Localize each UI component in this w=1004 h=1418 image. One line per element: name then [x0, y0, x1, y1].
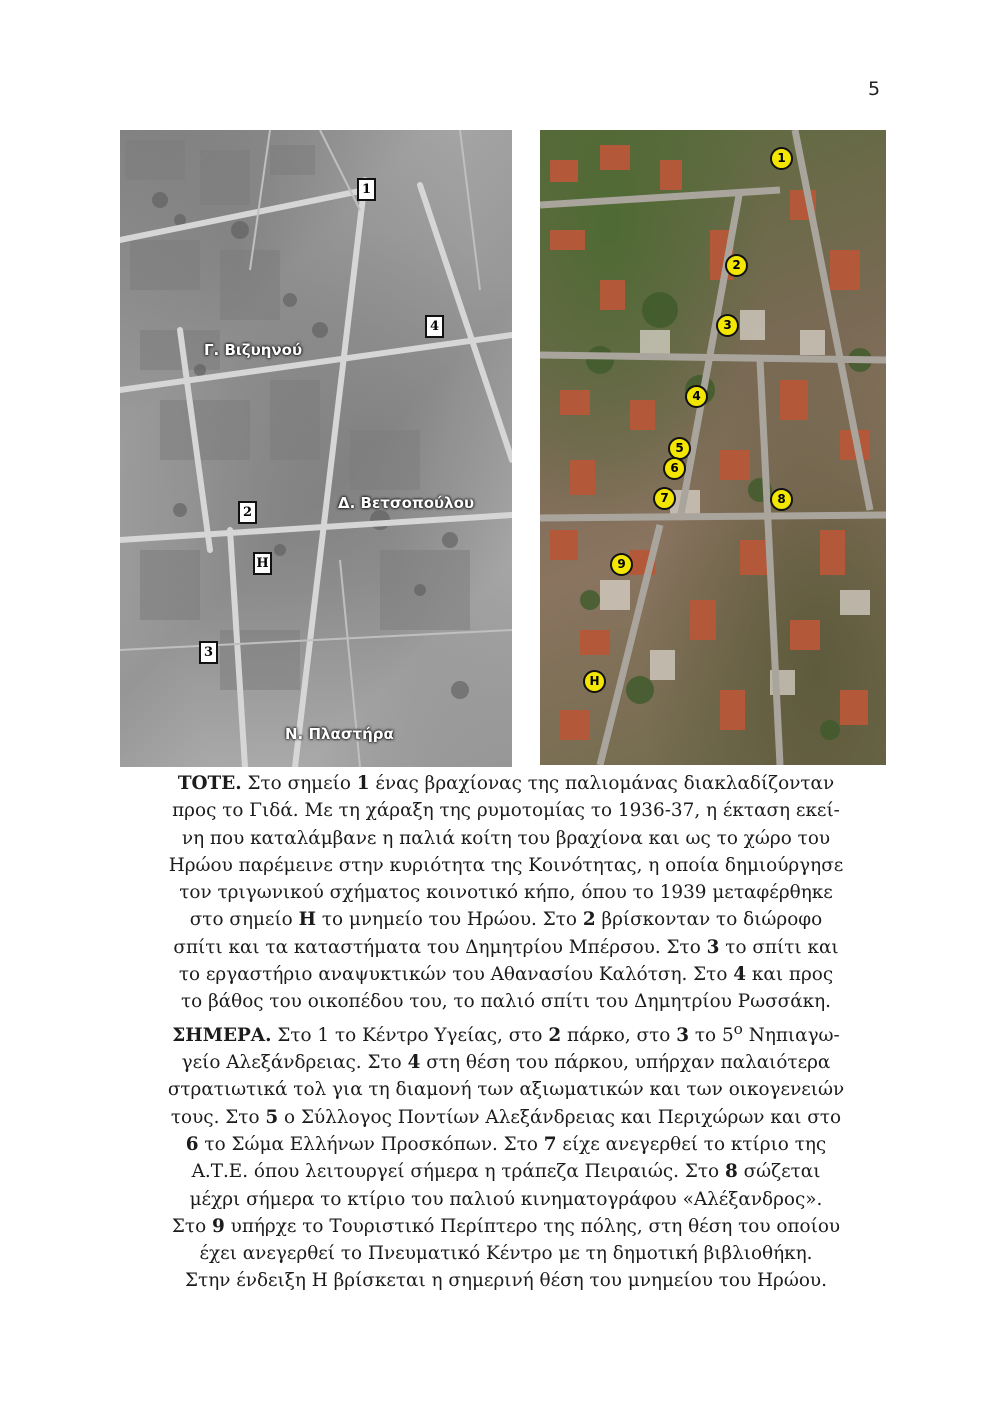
- new-marker-7: 7: [653, 487, 676, 510]
- caption-line: Ηρώου παρέμεινε στην κυριότητα της Κοινότητας, η οποία δημιούργησε: [168, 854, 844, 876]
- new-marker-1: 1: [770, 147, 793, 170]
- caption-line: τον τριγωνικού σχήματος κοινοτικό κήπο, όπου το 1939 μεταφέρθηκε: [179, 882, 833, 904]
- new-marker-3: 3: [716, 314, 739, 337]
- old-marker-4: 4: [425, 315, 444, 338]
- satellite-photo: [540, 130, 886, 765]
- caption-line: 6 το Σώμα Ελλήνων Προσκόπων. Στο 7 είχε ανεγερθεί το κτίριο της: [185, 1133, 827, 1155]
- old-marker-h: Η: [253, 552, 272, 575]
- caption-line: σπίτι και τα καταστήματα του Δημητρίου Μπέρσου. Στο 3 το σπίτι και: [173, 936, 839, 958]
- caption-line: ΣΗΜΕΡΑ. Στο 1 το Κέντρο Υγείας, στο 2 πάρκο, στο 3 το $5^o$ Νηπιαγω-: [172, 1019, 840, 1046]
- caption-line: γείο Αλεξάνδρειας. Στο 4 στη θέση του πάρκου, υπήρχαν παλαιότερα: [181, 1052, 831, 1074]
- caption-line: το εργαστήριο αναψυκτικών του Αθανασίου Καλότση. Στο 4 και προς: [178, 964, 834, 986]
- caption-line: Στην ένδειξη Η βρίσκεται η σημερινή θέση του μνημείου του Ηρώου.: [185, 1270, 827, 1292]
- old-aerial-map-drawing: [120, 130, 512, 767]
- old-marker-2: 2: [238, 501, 257, 524]
- street-label-plastira: Ν. Πλαστήρα: [285, 725, 394, 743]
- caption-line: το βάθος του οικοπέδου του, το παλιό σπίτι του Δημητρίου Ρωσσάκη.: [180, 991, 831, 1013]
- old-marker-1: 1: [357, 178, 376, 201]
- old-aerial-photo: [120, 130, 512, 767]
- old-marker-3: 3: [199, 641, 218, 664]
- street-label-vizyinou: Γ. Βιζυηνού: [204, 341, 303, 359]
- new-marker-5: 5: [668, 437, 691, 460]
- caption-line: Στο 9 υπήρχε το Τουριστικό Περίπτερο της πόλης, στη θέση του οποίου: [171, 1215, 841, 1237]
- caption-line: στο σημείο Η το μνημείο του Ηρώου. Στο 2 βρίσκονταν το διώροφο: [189, 909, 823, 931]
- caption-line: στρατιωτικά τολ για τη διαμονή των αξιωματικών και των οικογενειών: [167, 1079, 845, 1101]
- new-marker-4: 4: [685, 385, 708, 408]
- caption-line: ΤΟΤΕ. Στο σημείο 1 ένας βραχίονας της παλιομάνας διακλαδίζονταν: [177, 773, 835, 794]
- street-label-vetsopoulou: Δ. Βετσοπούλου: [338, 494, 475, 512]
- caption-line: Α.Τ.Ε. όπου λειτουργεί σήμερα η τράπεζα Πειραιώς. Στο 8 σώζεται: [191, 1161, 821, 1183]
- caption-text: [108, 770, 904, 1295]
- caption-line: προς το Γιδά. Με τη χάραξη της ρυμοτομίας το 1936-37, η έκταση εκεί-: [172, 800, 840, 822]
- caption-line: μέχρι σήμερα το κτίριο του παλιού κινηματογράφου «Αλέξανδρος».: [189, 1188, 823, 1210]
- new-marker-h: Η: [583, 670, 606, 693]
- caption-line: τους. Στο 5 ο Σύλλογος Ποντίων Αλεξάνδρειας και Περιχώρων και στο: [170, 1106, 842, 1128]
- new-marker-9: 9: [610, 553, 633, 576]
- caption-line: νη που καταλάμβανε η παλιά κοίτη του βραχίονα και ως το χώρο του: [181, 827, 831, 849]
- new-marker-6: 6: [663, 457, 686, 480]
- new-marker-8: 8: [770, 488, 793, 511]
- caption-line: έχει ανεγερθεί το Πνευματικό Κέντρο με τη δημοτική βιβλιοθήκη.: [199, 1243, 813, 1265]
- new-marker-2: 2: [725, 254, 748, 277]
- page-number: 5: [868, 78, 881, 100]
